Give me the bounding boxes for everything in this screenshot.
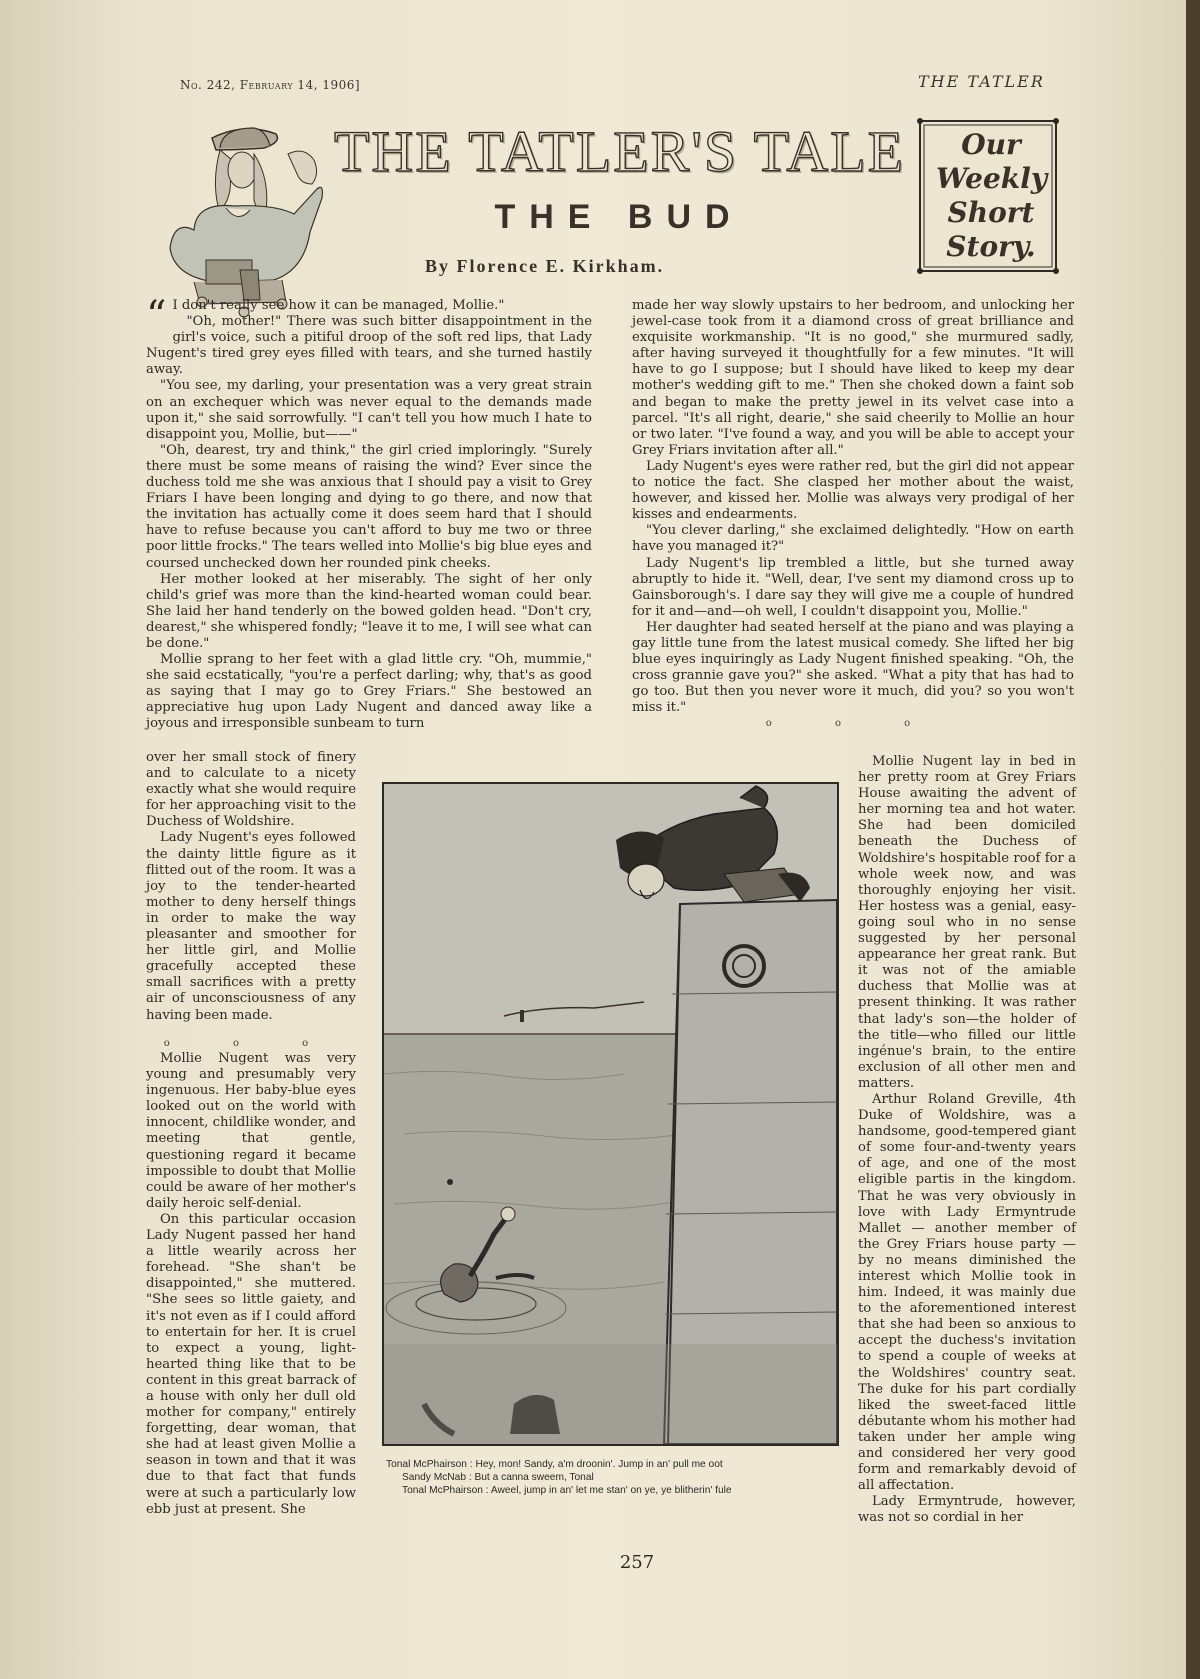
- ship-drowning-cartoon: [384, 784, 837, 1444]
- caption-line: Tonal McPhairson : Aweel, jump in an' let me stan' on ye, ye blitherin' fule: [402, 1485, 732, 1496]
- issue-header: No. 242, February 14, 1906]: [180, 78, 361, 92]
- paragraph: Mollie sprang to her feet with a glad little cry. "Oh, mummie," she said ecstatically, "you're a perfect darling; why, that's as good as saying that I may go to Grey Friars." She bestowed an appreciative hug upon Lady Nugent and danced away like a joyous and irresponsible sunbeam to turn: [146, 652, 592, 732]
- caption-line: Tonal McPhairson : Hey, mon! Sandy, a'm droonin'. Jump in an' pull me oot: [386, 1459, 723, 1470]
- weekly-line-4: Story.: [946, 230, 1036, 263]
- page-edge-shadow: [1186, 0, 1200, 1679]
- paragraph: made her way slowly upstairs to her bedroom, and unlocking her jewel-case took from it a diamond cross of great brilliance and exquisite workmanship. "It is no good," she murmured sadly, after having surveyed it thoughtfully for a few minutes. "It will have to go I suppose; but I should have liked to keep my dear mother's wedding gift to me." Then she choked down a faint sob and began to make the pretty jewel in its velvet case into a parcel. "It's all right, dearie," she said cheerily to Mollie an hour or two later. "I've found a way, and you will be able to accept your Grey Friars invitation after all.": [632, 298, 1074, 458]
- paragraph: over her small stock of finery and to calculate to a nicety exactly what she would require for her approaching visit to the Duchess of Woldshire.: [146, 750, 356, 830]
- byline: By Florence E. Kirkham.: [425, 256, 665, 276]
- paragraph: Mollie Nugent was very young and presumably very ingenuous. Her baby-blue eyes looked out on the world with innocent, childlike wonder, and meeting that gentle, questioning regard it became impossible to doubt that Mollie could be aware of her mother's daily heroic self-denial.: [146, 1051, 356, 1211]
- main-title: THE TATLER'S TALE: [334, 119, 906, 184]
- paragraph: Arthur Roland Greville, 4th Duke of Woldshire, was a handsome, good-tempered giant of some four-and-twenty years of age, and one of the most eligible partis in the kingdom. That he was very obviously in love with Lady Ermyntrude Mallet — another member of the Grey Friars house party — by no means diminished the interest which Mollie took in him. Indeed, it was mainly due to the aforementioned interest that she had been so anxious to accept the duchess's invitation to spend a couple of weeks at the Woldshires' country seat. The duke for his part cordially liked the sweet-faced little débutante whom his mother had taken under her ample wing and considered her very good form and remarkably devoid of all affectation.: [858, 1091, 1076, 1494]
- paragraph: Mollie Nugent lay in bed in her pretty room at Grey Friars House awaiting the advent of her morning tea and hot water. She had been domiciled beneath the Duchess of Woldshire's hospitable roof for a whole week now, and was thoroughly enjoying her visit. Her hostess was a genial, easy-going soul who in no sense suggested by her personal appearance her great rank. But it was not of the amiable duchess that Mollie was at present thinking. It was rather that lady's son—the holder of the title—who filled our little ingénue's brain, to the entire exclusion of all other men and matters.: [858, 754, 1076, 1091]
- column-one-upper: [146, 293, 593, 733]
- column-three: [858, 754, 1076, 1527]
- section-break-dots: o o o: [765, 718, 941, 730]
- weekly-line-1: Our: [961, 128, 1021, 161]
- drop-cap: “: [146, 293, 167, 339]
- paragraph: "Oh, dearest, try and think," the girl cried imploringly. "Surely there must be some means of raising the wind? Ever since the duchess told me she was anxious that I should pay a visit to Grey Friars I have been longing and dying to go there, and now that the invitation has actually come it does seem hard that I should have to refuse because you can't afford to buy me two or three poor little frocks." The tears welled into Mollie's big blue eyes and coursed unchecked down her rounded pink cheeks.: [146, 442, 592, 571]
- column-one-lower: [146, 1051, 356, 1518]
- weekly-line-2: Weekly: [936, 162, 1048, 195]
- weekly-short-story-label: [936, 128, 1046, 264]
- magazine-name-header: THE TATLER: [918, 72, 1045, 91]
- illustration-caption: [386, 1458, 840, 1497]
- paragraph: Lady Ermyntrude, however, was not so cordial in her: [858, 1494, 1076, 1526]
- paragraph: "You see, my darling, your presentation was a very great strain on an exchequer which was never equal to the demands made upon it," she said sorrowfully. "I can't tell you how much I hate to disappoint you, Mollie, but——": [146, 378, 592, 442]
- column-two: [632, 298, 1074, 732]
- section-break-dots: o o o: [163, 1037, 339, 1049]
- paragraph: "Oh, mother!" There was such bitter disappointment in the girl's voice, such a pitiful droop of the soft red lips, that Lady Nugent's tired grey eyes filled with tears, and she turned hastily away.: [146, 314, 592, 378]
- paragraph-text: I don't really see how it can be managed, Mollie.": [172, 298, 505, 313]
- paragraph: Her daughter had seated herself at the piano and was playing a gay little tune from the latest musical comedy. She lifted her big blue eyes inquiringly as Lady Nugent finished speaking. "Oh, the cross grannie gave you?" she asked. "What a pity that has had to go too. But then you never wore it much, did you? so you won't miss it.": [632, 619, 1074, 716]
- paragraph: Lady Nugent's eyes were rather red, but the girl did not appear to notice the fact. She clasped her mother about the waist, however, and kissed her. Mollie was always very prodigal of her kisses and endearments.: [632, 458, 1074, 523]
- paragraph: Her mother looked at her miserably. The sight of her only child's grief was more than the kind-hearted woman could bear. She laid her hand tenderly on the bowed golden head. "Don't cry, dearest," she whispered fondly; "leave it to me, I will see what can be done.": [146, 571, 593, 651]
- column-one-middle: [146, 750, 356, 1052]
- paragraph: [146, 293, 592, 339]
- story-title: THE BUD: [494, 198, 744, 236]
- caption-line: Sandy McNab : But a canna sweem, Tonal: [402, 1472, 594, 1483]
- paragraph: On this particular occasion Lady Nugent passed her hand a little wearily across her forehead. "She shan't be disappointed," she muttered. "She sees so little gaiety, and it's not even as if I could afford to entertain for her. It is cruel to expect a young, light-hearted thing like that to be content in this great barrack of a house with only her dull old mother for company," entirely forgetting, dear woman, that she had at least given Mollie a season in town and that it was due to that fact that funds were at such a particularly low ebb just at present. She: [146, 1211, 356, 1517]
- paragraph: Lady Nugent's eyes followed the dainty little figure as it flitted out of the room. It was a joy to the tender-hearted mother to deny herself things in order to make the way pleasanter and smoother for her little girl, and Mollie gracefully accepted these small sacrifices with a pretty air of unconsciousness of any having been made.: [146, 830, 356, 1023]
- cavalier-illustration: [154, 120, 348, 324]
- cartoon-illustration: [382, 782, 839, 1446]
- weekly-line-3: Short: [947, 196, 1035, 229]
- paragraph: "You clever darling," she exclaimed delightedly. "How on earth have you managed it?": [632, 523, 1074, 555]
- paragraph: Lady Nugent's lip trembled a little, but she turned away abruptly to hide it. "Well, dear, I've sent my diamond cross up to Gainsborough's. I dare say they will give me a couple of hundred for it and—and—oh well, I couldn't disappoint you, Mollie.": [632, 555, 1074, 619]
- page-number: 257: [619, 1552, 655, 1573]
